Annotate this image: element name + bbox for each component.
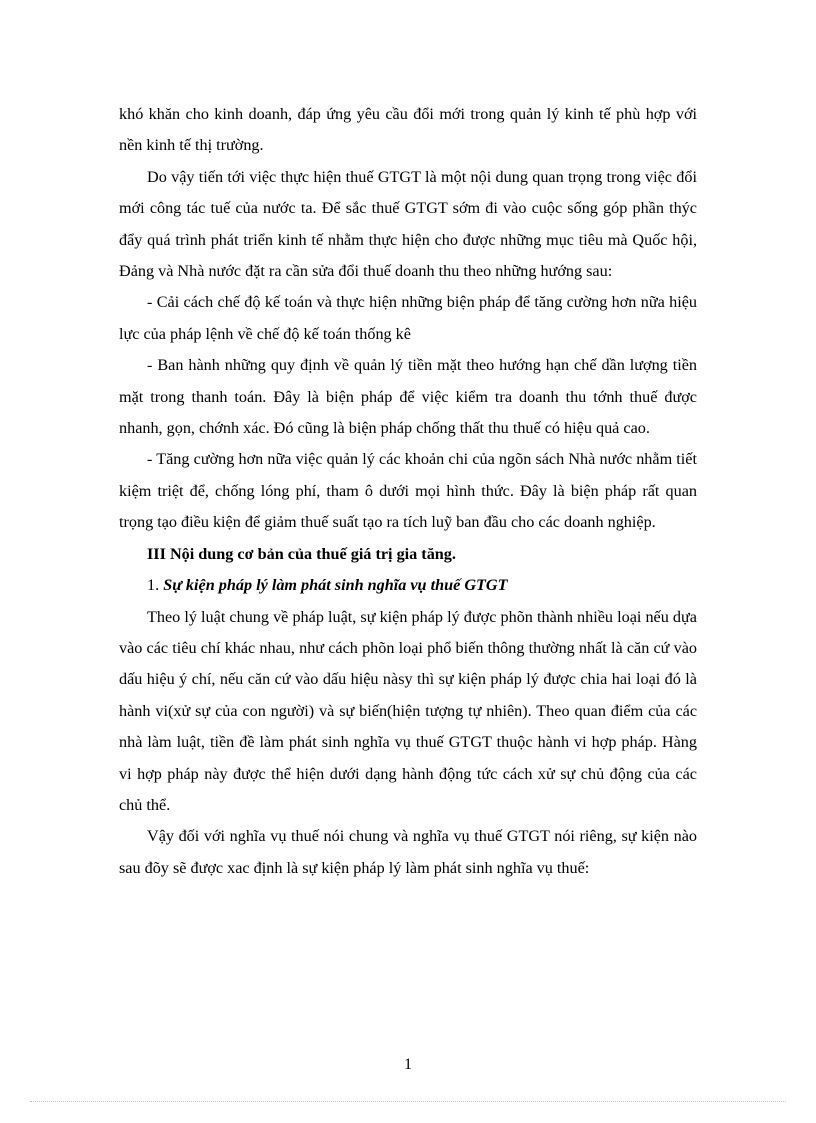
paragraph-legal-theory: Theo lý luật chung về pháp luật, sự kiện pháp lý được phõn thành nhiều loại nếu dựa vào các tiêu chí khác nhau, như cách phõn loại phổ biến thông thường nhất là căn cứ vào dấu hiệu ý chí, nếu căn cứ vào dấu hiệu nàsy thì sự kiện pháp lý được chia hai loại đó là hành vi(xử sự của con người) và sự biến(hiện tượng tự nhiên). Theo quan điểm của các nhà làm luật, tiền đề làm phát sinh nghĩa vụ thuế GTGT thuộc hành vi hợp pháp. Hàng vi hợp pháp này được thể hiện dưới dạng hành động tức cách xử sự chủ động của các chủ thể. — [119, 607, 697, 814]
section-heading: III Nội dung cơ bản của thuế giá trị gia tăng. — [147, 544, 456, 563]
subsection-title: Sự kiện pháp lý làm phát sinh nghĩa vụ thuế GTGT — [163, 576, 508, 595]
paragraph-spending-control: - Tăng cường hơn nữa việc quản lý các khoản chi của ngõn sách Nhà nước nhằm tiết kiệm triệt để, chống lóng phí, tham ô dưới mọi hình thức. Đây là biện pháp rất quan trọng tạo điều kiện để giảm thuế suất tạo ra tích luỹ ban đầu cho các doanh nghiệp. — [119, 450, 697, 532]
paragraph-cash-management: - Ban hành những quy định về quản lý tiền mặt theo hướng hạn chế dần lượng tiền mặt trong thanh toán. Đây là biện pháp để việc kiểm tra doanh thu tớnh thuế được nhanh, gọn, chớnh xác. Đó cũng là biện pháp chống thất thu thuế có hiệu quả cao. — [119, 356, 697, 438]
paragraph-accounting-reform: - Cải cách chế độ kế toán và thực hiện những biện pháp để tăng cường hơn nữa hiệu lực của pháp lệnh về chế độ kế toán thống kê — [119, 293, 697, 343]
body-text — [119, 99, 697, 884]
subsection-heading — [119, 570, 697, 601]
paragraph-gtgt-implementation: Do vậy tiến tới việc thực hiện thuế GTGT là một nội dung quan trọng trong việc đổi mới công tác tuế của nước ta. Để sắc thuế GTGT sớm đi vào cuộc sống góp phần thýc đẩy quá trình phát triển kinh tế nhằm thực hiện cho được những mục tiêu mà Quốc hội, Đảng và Nhà nước đặt ra cần sửa đổi thuế doanh thu theo những hướng sau: — [119, 167, 697, 281]
subsection-number: 1. — [147, 576, 160, 595]
page-bottom-divider — [30, 1101, 786, 1102]
page-number: 1 — [404, 1056, 412, 1073]
paragraph-tax-obligation: Vậy đối với nghĩa vụ thuế nói chung và nghĩa vụ thuế GTGT nói riêng, sự kiện nào sau đõy sẽ được xac định là sự kiện pháp lý làm phát sinh nghĩa vụ thuế: — [119, 827, 697, 877]
paragraph-intro-continuation: khó khăn cho kinh doanh, đáp ứng yêu cầu đổi mới trong quản lý kinh tế phù hợp với nền kinh tế thị trường. — [119, 105, 697, 155]
